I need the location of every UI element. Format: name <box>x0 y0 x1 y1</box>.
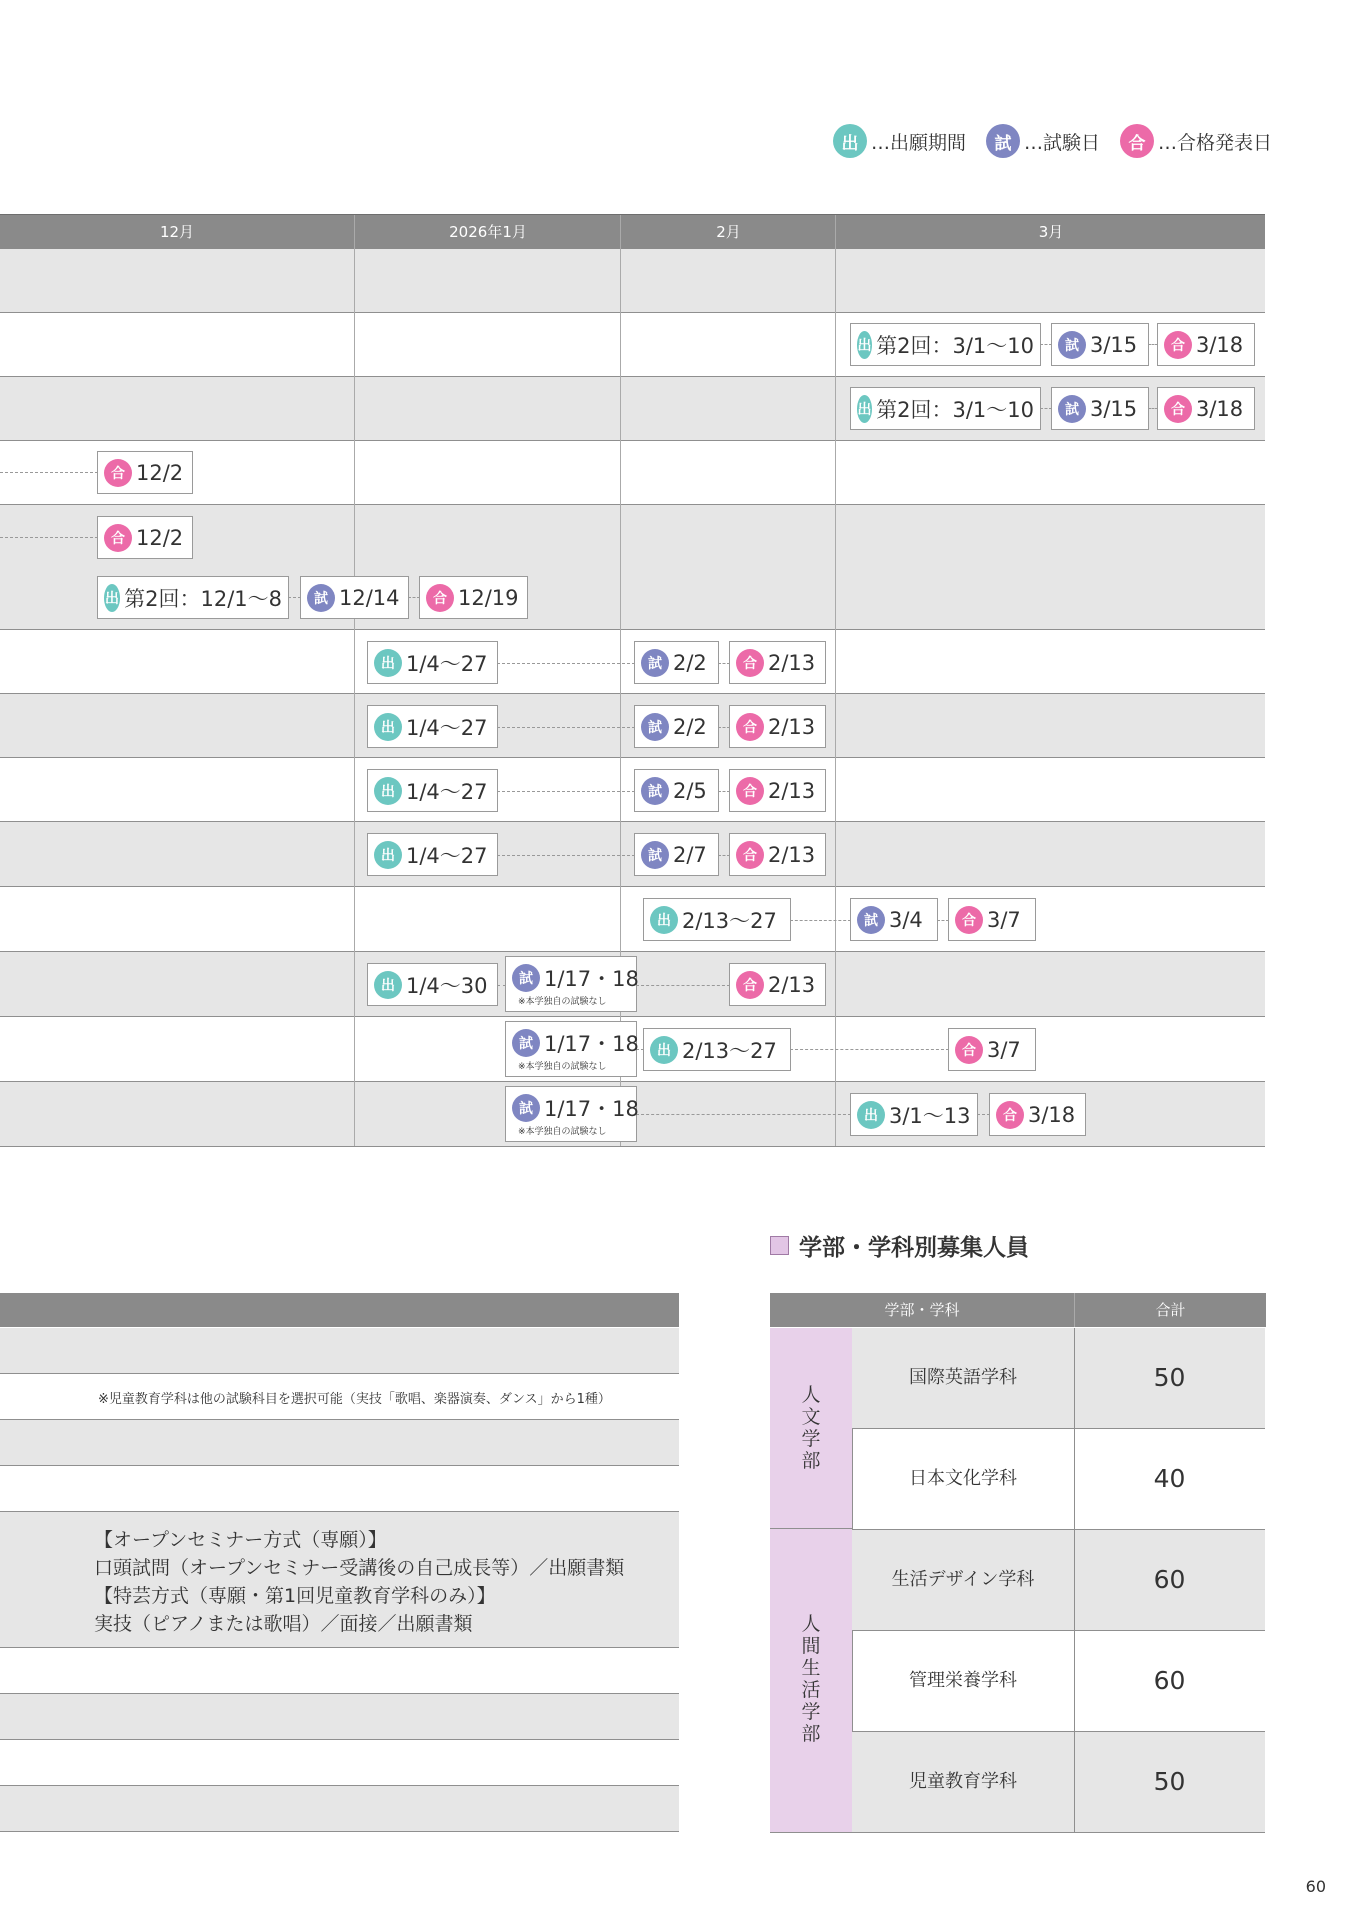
application-icon: 出 <box>374 713 402 741</box>
exam-icon: 試 <box>512 964 540 992</box>
seminar-line: 口頭試問（オープンセミナー受講後の自己成長等）／出願書類 <box>94 1557 625 1579</box>
date-text: 3/18 <box>1196 396 1244 421</box>
connector-line <box>497 663 635 664</box>
exam-icon: 試 <box>641 649 669 677</box>
connector-line <box>636 985 730 986</box>
exam-date <box>1051 323 1149 366</box>
dept-name: 国際英語学科 <box>852 1328 1075 1428</box>
date-text: 2/13 <box>768 778 816 803</box>
date-text: 3/7 <box>987 907 1021 932</box>
dept-name: 日本文化学科 <box>852 1429 1075 1529</box>
dept-row <box>852 1732 1265 1833</box>
date-text: 2/2 <box>673 714 707 739</box>
exam-date <box>1051 387 1149 430</box>
schedule-row <box>0 758 1265 822</box>
date-text: 2/13〜27 <box>682 908 777 933</box>
connector-line <box>497 791 635 792</box>
date-text: 2/13 <box>768 650 816 675</box>
legend-pass-text: …合格発表日 <box>1157 131 1272 154</box>
pass-icon: 合 <box>736 713 764 741</box>
table-row <box>0 1740 679 1786</box>
month-jan: 2026年1月 <box>354 215 621 249</box>
month-dec: 12月 <box>159 223 195 241</box>
application-icon: 出 <box>857 395 872 423</box>
application-icon: 出 <box>374 649 402 677</box>
faculty-char: 間 <box>801 1635 821 1657</box>
faculty-char: 人 <box>801 1384 821 1406</box>
faculty-label <box>770 1384 852 1472</box>
application-period <box>367 833 498 876</box>
date-text: 3/15 <box>1090 332 1138 357</box>
table-row <box>0 1328 679 1374</box>
pass-icon: 合 <box>736 777 764 805</box>
application-icon: 出 <box>104 584 120 612</box>
date-text: 2/13 <box>768 714 816 739</box>
pass-date <box>729 641 826 684</box>
connector-line <box>636 1114 851 1115</box>
table-row <box>0 1694 679 1740</box>
legend-application-text: …出願期間 <box>870 131 966 154</box>
connector-line <box>497 855 635 856</box>
pass-date <box>729 833 826 876</box>
exam-date <box>505 1021 637 1077</box>
date-text: 2/13〜27 <box>682 1038 777 1063</box>
date-text: 2/13 <box>768 842 816 867</box>
column-divider <box>835 249 836 1146</box>
legend-pass <box>1120 124 1272 158</box>
dept-row <box>852 1631 1265 1732</box>
application-icon: 出 <box>833 124 867 158</box>
exam-date <box>634 833 719 876</box>
pass-date <box>989 1093 1086 1136</box>
date-text: 2/7 <box>673 842 707 867</box>
date-text: 3/18 <box>1028 1102 1076 1127</box>
exam-icon: 試 <box>512 1094 540 1122</box>
dept-name: 生活デザイン学科 <box>852 1530 1075 1630</box>
date-text: 第2回：12/1〜8 <box>124 586 282 611</box>
faculty-char: 活 <box>801 1679 821 1701</box>
exam-icon: 試 <box>641 777 669 805</box>
pass-icon: 合 <box>955 906 983 934</box>
faculty-char: 学 <box>801 1701 821 1723</box>
pass-date <box>419 576 528 619</box>
pass-date <box>729 769 826 812</box>
exam-date <box>634 705 719 748</box>
table-row <box>0 1648 679 1694</box>
application-period <box>97 576 289 619</box>
dept-quota: 60 <box>1153 1565 1186 1594</box>
pass-date <box>1157 387 1255 430</box>
exam-date <box>505 1086 637 1142</box>
exam-icon: 試 <box>641 713 669 741</box>
dept-quota: 40 <box>1153 1464 1186 1493</box>
faculty-label <box>770 1613 852 1745</box>
faculty-char: 学 <box>801 1428 821 1450</box>
application-icon: 出 <box>650 1036 678 1064</box>
seminar-method-text <box>94 1526 624 1638</box>
faculty-char: 文 <box>801 1406 821 1428</box>
pass-icon: 合 <box>1164 331 1192 359</box>
dept-quota: 50 <box>1153 1363 1186 1392</box>
dept-name: 管理栄養学科 <box>852 1631 1075 1731</box>
schedule-row <box>0 694 1265 758</box>
dept-row <box>852 1530 1265 1631</box>
application-icon: 出 <box>857 1101 885 1129</box>
pass-date <box>948 1028 1036 1071</box>
legend-exam <box>986 124 1100 158</box>
faculty-human-life <box>770 1529 853 1833</box>
recruitment-title-text: 学部・学科別募集人員 <box>799 1235 1029 1261</box>
recruitment-title <box>770 1229 1029 1262</box>
application-period <box>367 641 498 684</box>
application-period <box>850 387 1041 430</box>
faculty-char: 人 <box>801 1613 821 1635</box>
legend-exam-text: …試験日 <box>1023 131 1100 154</box>
connector-line <box>790 1049 949 1050</box>
schedule-row <box>0 249 1265 313</box>
seminar-line: 【特芸方式（専願・第1回児童教育学科のみ）】 <box>94 1585 496 1607</box>
date-text: 3/18 <box>1196 332 1244 357</box>
table-row <box>0 1786 679 1832</box>
faculty-char: 部 <box>801 1450 821 1472</box>
exam-note: ※本学独自の試験なし <box>518 1062 607 1072</box>
exam-date <box>850 898 938 941</box>
date-text: 2/13 <box>768 972 816 997</box>
dept-quota: 50 <box>1153 1767 1186 1796</box>
date-text: 3/7 <box>987 1037 1021 1062</box>
exam-icon: 試 <box>986 124 1020 158</box>
legend-application <box>833 124 966 158</box>
date-text: 1/4〜27 <box>406 779 488 804</box>
connector-line <box>0 537 98 538</box>
date-text: 1/17・18 <box>544 1032 639 1056</box>
exam-icon: 試 <box>307 584 335 612</box>
exam-icon: 試 <box>857 906 885 934</box>
date-text: 3/1〜13 <box>889 1103 971 1128</box>
connector-line <box>497 727 635 728</box>
pass-date <box>97 451 193 494</box>
application-period <box>850 1093 978 1136</box>
pass-icon: 合 <box>1164 395 1192 423</box>
connector-line <box>0 472 98 473</box>
legend <box>813 124 1272 158</box>
pass-date <box>729 705 826 748</box>
month-feb: 2月 <box>620 215 836 249</box>
faculty-humanities <box>770 1328 853 1529</box>
exam-icon: 試 <box>512 1029 540 1057</box>
date-text: 1/4〜27 <box>406 843 488 868</box>
date-text: 1/4〜27 <box>406 715 488 740</box>
exam-subjects-header <box>0 1293 679 1327</box>
exam-icon: 試 <box>1058 331 1086 359</box>
date-text: 2/2 <box>673 650 707 675</box>
application-period <box>643 898 791 941</box>
pass-icon: 合 <box>736 971 764 999</box>
exam-note: ※本学独自の試験なし <box>518 1127 607 1137</box>
exam-note: ※本学独自の試験なし <box>518 997 607 1007</box>
schedule-header <box>0 214 1265 249</box>
pass-icon: 合 <box>736 649 764 677</box>
dept-quota: 60 <box>1153 1666 1186 1695</box>
date-text: 1/4〜27 <box>406 651 488 676</box>
pass-date <box>729 963 826 1006</box>
pass-icon: 合 <box>955 1036 983 1064</box>
application-period <box>367 705 498 748</box>
square-bullet-icon <box>770 1236 789 1255</box>
exam-date <box>634 641 719 684</box>
application-icon: 出 <box>650 906 678 934</box>
date-text: 2/5 <box>673 778 707 803</box>
schedule-row <box>0 887 1265 952</box>
child-education-note: ※児童教育学科は他の試験科目を選択可能（実技「歌唱、楽器演奏、ダンス」から1種） <box>98 1392 611 1407</box>
application-period <box>643 1028 791 1071</box>
date-text: 12/2 <box>136 525 184 550</box>
date-text: 第2回：3/1〜10 <box>876 333 1034 358</box>
connector-line <box>790 920 851 921</box>
date-text: 3/15 <box>1090 396 1138 421</box>
application-period <box>367 963 498 1006</box>
table-row <box>0 1420 679 1466</box>
page-number: 60 <box>1305 1877 1326 1896</box>
pass-date <box>948 898 1036 941</box>
dept-name: 児童教育学科 <box>852 1732 1075 1832</box>
date-text: 12/14 <box>339 585 400 610</box>
pass-icon: 合 <box>1120 124 1154 158</box>
application-icon: 出 <box>374 971 402 999</box>
seminar-line: 実技（ピアノまたは歌唱）／面接／出願書類 <box>94 1613 473 1635</box>
exam-date <box>634 769 719 812</box>
schedule-row <box>0 630 1265 694</box>
seminar-line: 【オープンセミナー方式（専願）】 <box>94 1529 387 1551</box>
month-mar: 3月 <box>835 215 1266 249</box>
date-text: 3/4 <box>889 907 923 932</box>
header-dept: 学部・学科 <box>770 1293 1074 1327</box>
pass-icon: 合 <box>996 1101 1024 1129</box>
application-icon: 出 <box>374 841 402 869</box>
exam-icon: 試 <box>1058 395 1086 423</box>
date-text: 1/4〜30 <box>406 973 488 998</box>
date-text: 1/17・18 <box>544 1097 639 1121</box>
date-text: 1/17・18 <box>544 967 639 991</box>
pass-icon: 合 <box>426 584 454 612</box>
date-text: 第2回：3/1〜10 <box>876 397 1034 422</box>
dept-row <box>852 1328 1265 1429</box>
pass-date <box>1157 323 1255 366</box>
table-row <box>0 1466 679 1512</box>
application-period <box>367 769 498 812</box>
application-icon: 出 <box>857 331 872 359</box>
date-text: 12/19 <box>458 585 519 610</box>
exam-icon: 試 <box>641 841 669 869</box>
exam-date <box>300 576 409 619</box>
faculty-char: 生 <box>801 1657 821 1679</box>
faculty-char: 部 <box>801 1723 821 1745</box>
pass-icon: 合 <box>104 524 132 552</box>
application-icon: 出 <box>374 777 402 805</box>
column-divider <box>354 249 355 1146</box>
pass-icon: 合 <box>736 841 764 869</box>
pass-date <box>97 516 193 559</box>
date-text: 12/2 <box>136 460 184 485</box>
header-total: 合計 <box>1074 1293 1266 1327</box>
exam-date <box>505 956 637 1012</box>
pass-icon: 合 <box>104 459 132 487</box>
dept-row <box>852 1429 1265 1530</box>
application-period <box>850 323 1041 366</box>
